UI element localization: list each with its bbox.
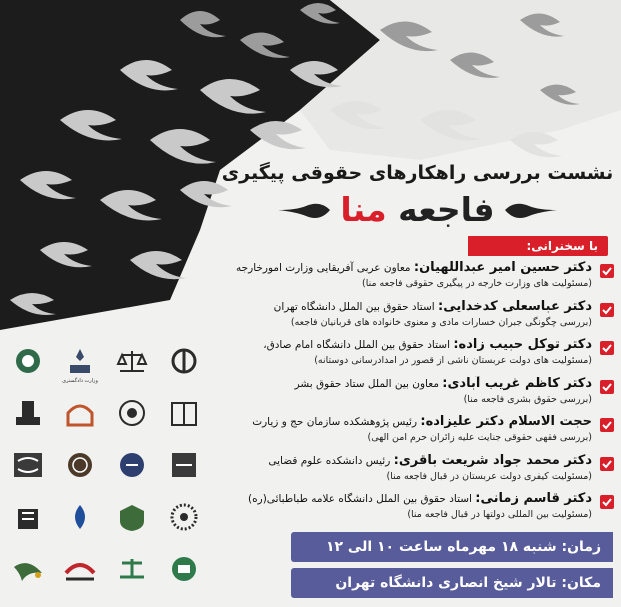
event-subtitle: نشست بررسی راهکارهای حقوقی پیگیری [221,162,614,184]
event-title [340,190,494,230]
speaker-line [218,299,592,315]
speaker-line [218,491,592,507]
speaker-item [218,376,616,415]
flame-emblem-icon [58,501,102,541]
header [220,160,615,230]
book-badge-icon [162,553,206,593]
time-bar: زمان: شنبه ۱۸ مهرماه ساعت ۱۰ الی ۱۲ [291,532,613,562]
arch-emblem-icon [58,397,102,437]
checkmark-icon [600,457,614,471]
sponsor-logos [6,345,216,607]
speaker-role: رئیس دانشکده علوم قضایی [268,454,394,467]
speaker-name: دکتر کاظم غریب آبادی: [442,375,592,391]
sunburst-icon [162,501,206,541]
speaker-role: استاد حقوق بین الملل دانشگاه علامه طباطبائی(ره) [248,493,476,505]
checkmark-icon [600,495,614,509]
speaker-name: دکتر محمد جواد شریعت باقری: [393,452,592,468]
speaker-name: دکتر حسین امیر عبداللهیان: [413,260,592,275]
shield-cross-icon [110,501,154,541]
wave-logo-icon [58,553,102,593]
speaker-role: رئیس پژوهشکده سازمان حج و زیارت [252,416,421,428]
ornate-seal-icon [58,449,102,489]
logo-label: وزارت دادگستری [62,378,98,384]
book-emblem-icon [162,397,206,437]
checkmark-icon [600,303,614,317]
square-seal-icon [162,449,206,489]
speaker-line [218,260,592,276]
speaker-name: دکتر عباسعلی کدخدایی: [438,298,592,314]
speaker-topic: (مسئولیت کیفری دولت عربستان در قبال فاجعه منا) [386,470,592,482]
title-row [220,190,615,230]
calligraphy-logo-icon [6,449,50,489]
speaker-role: استاد حقوق بین الملل دانشگاه تهران [273,300,439,313]
title-accent: منا [340,190,387,229]
place-bar: مکان: تالار شیخ انصاری دانشگاه تهران [291,568,613,598]
speaker-item [218,414,616,453]
right-ornament-icon [503,199,559,221]
building-icon [6,501,50,541]
speaker-name: دکتر قاسم زمانی: [475,491,592,506]
bird-logo-icon [6,553,50,593]
speaker-item [218,453,616,492]
speaker-item [218,299,616,338]
speaker-topic: (بررسی فقهی حقوقی جنایت علیه زائران حرم امن الهی) [367,432,592,443]
justice-scale-icon [110,345,154,385]
speaker-topic: (بررسی چگونگی جبران خسارات مادی و معنوی خانواده های قربانیان فاجعه) [290,316,592,328]
speaker-name: حجت الاسلام دکتر علیزاده: [420,414,592,429]
left-ornament-icon [276,199,332,221]
iran-emblem-icon [162,345,206,385]
speaker-line [218,453,592,469]
ministry-emblem-icon [58,345,102,385]
speaker-topic: (بررسی حقوق بشری فاجعه منا) [463,393,592,405]
speaker-topic: (مسئولیت های وزارت خارجه در پیگیری حقوقی فاجعه منا) [361,278,592,289]
checkmark-icon [600,341,614,355]
checkmark-icon [600,380,614,394]
checkmark-icon [600,418,614,432]
speaker-role: معاون عربی آفریقایی وزارت امورخارجه [236,262,414,274]
speakers-label: با سخنرانی: [468,236,608,256]
speaker-line [218,414,592,430]
speaker-item [218,491,616,530]
speaker-item [218,337,616,376]
speaker-item [218,260,616,299]
speaker-topic: (مسئولیت بین المللی دولتها در قبال فاجعه منا) [407,509,592,520]
checkmark-icon [600,264,614,278]
speaker-topic: (مسئولیت های دولت عربستان ناشی از قصور در امدادرسانی دوستانه) [314,355,592,366]
speakers-list [218,260,616,530]
scales-green-icon [110,553,154,593]
circular-seal-icon [6,345,50,385]
speaker-role: معاون بین الملل ستاد حقوق بشر [294,377,443,390]
speaker-line [218,376,592,392]
flower-seal-icon [110,397,154,437]
speaker-name: دکتر توکل حبیب زاده: [453,337,592,352]
speaker-role: استاد حقوق بین الملل دانشگاه امام صادق، [263,339,454,351]
tower-emblem-icon [6,397,50,437]
speaker-line [218,337,592,353]
title-main: فاجعه [386,190,495,229]
round-badge-icon [110,449,154,489]
